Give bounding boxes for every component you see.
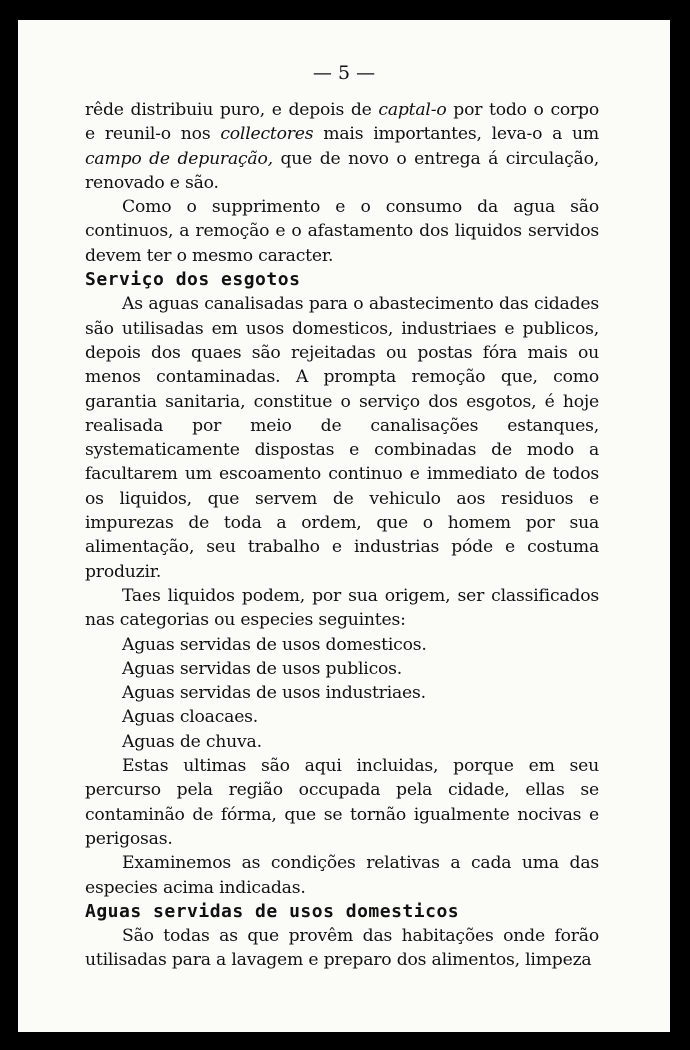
list-item-domesticos: Aguas servidas de usos domesticos. <box>122 634 427 655</box>
paragraph-rain-waters: Estas ultimas são aqui incluidas, porque em seu percurso pela região occupada pela cidade, ellas se contaminão de fórma, que se tornão igualmente nocivas e perigosas. <box>85 756 599 849</box>
para1-italic-3: campo de depuração, <box>85 148 273 169</box>
list-item-industriaes: Aguas servidas de usos industriaes. <box>122 683 426 704</box>
paragraph-supply: Como o supprimento e o consumo da agua são continuos, a remoção e o afastamento dos liquidos servidos devem ter o mesmo caracter. <box>85 197 599 266</box>
paragraph-continuation <box>85 98 599 195</box>
list-item-publicos: Aguas servidas de usos publicos. <box>122 658 403 679</box>
paragraph-canalised-waters: As aguas canalisadas para o abastecimento das cidades são utilisadas em usos domesticos, industriaes e publicos, depois dos quaes são rejeitadas ou postas fóra mais ou menos contaminadas. A prompta remoção que, como garantia sanitaria, constitue o serviço dos esgotos, é hoje realisada por meio de canalisações estanques, systematicamente dispostas e combinadas de modo a facultarem um escoamento continuo e immediato de todos os liquidos, que servem de vehiculo aos residuos e impurezas de toda a ordem, que o homem por sua alimentação, seu trabalho e industrias póde e costuma produzir. <box>85 294 599 582</box>
paragraph-domestic-waters: São todas as que provêm das habitações onde forão utilisadas para a lavagem e preparo dos alimentos, limpeza <box>85 926 599 971</box>
para1-italic-1: captal-o <box>378 100 447 120</box>
book-page <box>18 20 670 1032</box>
section-heading-esgotos: Serviço dos esgotos <box>85 269 301 291</box>
section-heading-domesticos: Aguas servidas de usos domesticos <box>85 900 460 922</box>
page-body <box>85 98 599 973</box>
para1-italic-2: collectores <box>220 124 314 145</box>
para1-text-3: mais importantes, leva-o a um <box>313 124 599 145</box>
para1-text-2: por todo o corpo e reunil-o nos <box>85 100 600 145</box>
list-item-cloacaes: Aguas cloacaes. <box>122 707 259 728</box>
page-number: — 5 — <box>312 62 376 84</box>
para1-text-1: rêde distribuiu puro, e depois de <box>85 100 379 120</box>
paragraph-categories: Taes liquidos podem, por sua origem, ser classificados nas categorias ou especies seguintes: <box>85 585 599 631</box>
paragraph-examine: Examinemos as condições relativas a cada uma das especies acima indicadas. <box>85 853 599 898</box>
list-item-chuva: Aguas de chuva. <box>122 731 262 752</box>
para1-text-4: que de novo o entrega á circulação, renovado e são. <box>85 148 600 193</box>
